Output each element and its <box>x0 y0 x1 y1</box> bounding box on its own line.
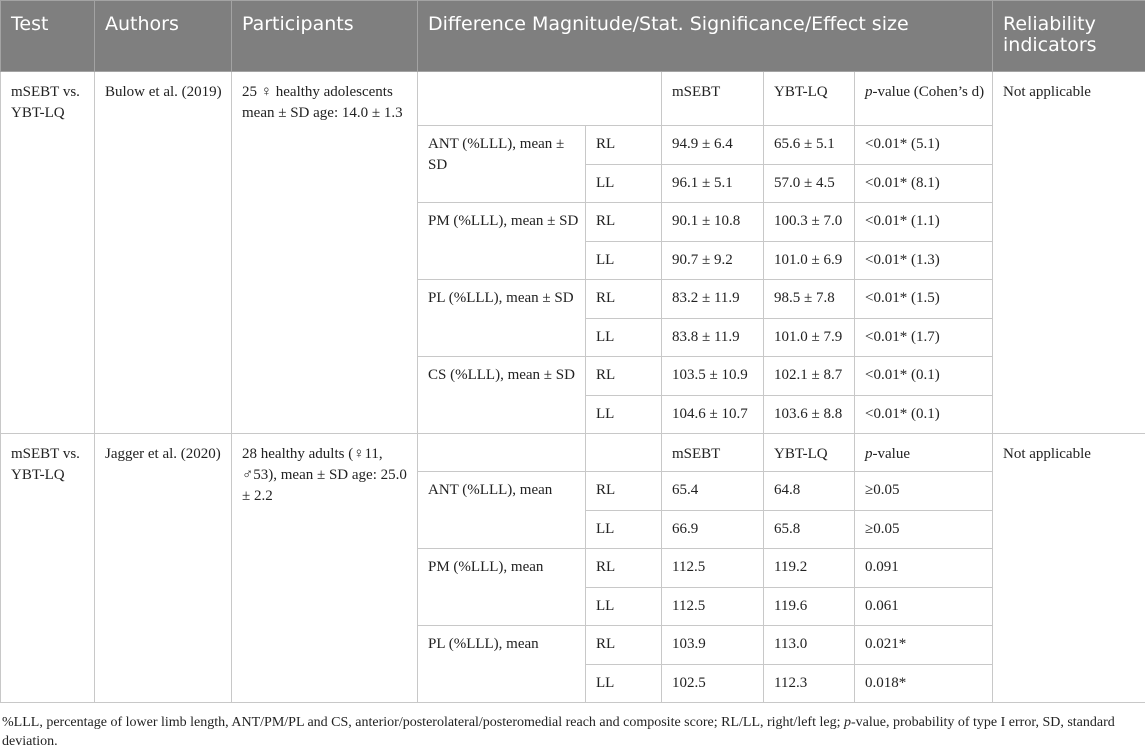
msebt-value: 103.5 ± 10.9 <box>662 357 764 396</box>
leg-cell: LL <box>586 395 662 434</box>
ybt-value: 100.3 ± 7.0 <box>764 203 855 242</box>
p-rest: -value (Cohen’s d) <box>873 84 985 100</box>
p-value: <0.01* (8.1) <box>855 164 993 203</box>
measure-label: ANT (%LLL), mean <box>418 472 586 549</box>
measure-label: PL (%LLL), mean <box>418 626 586 703</box>
p-value: <0.01* (1.5) <box>855 280 993 319</box>
p-rest: -value <box>873 446 910 462</box>
p-value: <0.01* (1.3) <box>855 241 993 280</box>
col-header-msebt: mSEBT <box>662 72 764 126</box>
leg-cell: LL <box>586 241 662 280</box>
ybt-value: 113.0 <box>764 626 855 665</box>
participants-cell: 28 healthy adults (♀11, ♂53), mean ± SD age: 25.0 ± 2.2 <box>232 434 418 703</box>
table-row <box>1 434 1145 472</box>
measure-label: PM (%LLL), mean ± SD <box>418 203 586 280</box>
measure-label: PL (%LLL), mean ± SD <box>418 280 586 357</box>
empty-cell <box>418 434 586 472</box>
test-cell: mSEBT vs. YBT-LQ <box>1 434 95 703</box>
ybt-value: 65.8 <box>764 510 855 549</box>
footnote-part2: -value, probability of type I error, SD, standard deviation. <box>2 715 1115 749</box>
test-cell: mSEBT vs. YBT-LQ <box>1 72 95 434</box>
leg-cell: LL <box>586 318 662 357</box>
leg-cell: RL <box>586 357 662 396</box>
leg-cell: LL <box>586 510 662 549</box>
leg-cell: LL <box>586 587 662 626</box>
reliability-cell: Not applicable <box>993 72 1145 434</box>
header-test: Test <box>1 1 95 72</box>
ybt-value: 57.0 ± 4.5 <box>764 164 855 203</box>
ybt-value: 101.0 ± 7.9 <box>764 318 855 357</box>
footnote-p-italic: p <box>844 715 851 730</box>
ybt-value: 101.0 ± 6.9 <box>764 241 855 280</box>
table-row <box>1 72 1145 126</box>
p-value: 0.021* <box>855 626 993 665</box>
msebt-value: 102.5 <box>662 664 764 703</box>
ybt-value: 112.3 <box>764 664 855 703</box>
reliability-cell: Not applicable <box>993 434 1145 703</box>
msebt-value: 112.5 <box>662 587 764 626</box>
leg-cell: RL <box>586 203 662 242</box>
p-value: <0.01* (0.1) <box>855 357 993 396</box>
p-italic: p <box>865 84 873 100</box>
leg-cell: RL <box>586 626 662 665</box>
ybt-value: 119.2 <box>764 549 855 588</box>
p-value: 0.091 <box>855 549 993 588</box>
leg-cell: LL <box>586 664 662 703</box>
header-reliability: Reliability indicators <box>993 1 1145 72</box>
p-value: <0.01* (5.1) <box>855 126 993 165</box>
p-value: 0.061 <box>855 587 993 626</box>
measure-label: ANT (%LLL), mean ± SD <box>418 126 586 203</box>
msebt-value: 96.1 ± 5.1 <box>662 164 764 203</box>
header-participants: Participants <box>232 1 418 72</box>
p-italic: p <box>865 446 873 462</box>
ybt-value: 98.5 ± 7.8 <box>764 280 855 319</box>
header-row <box>1 1 1145 72</box>
leg-cell: RL <box>586 549 662 588</box>
msebt-value: 65.4 <box>662 472 764 511</box>
col-header-ybt: YBT-LQ <box>764 72 855 126</box>
p-value: <0.01* (0.1) <box>855 395 993 434</box>
col-header-pvalue <box>855 72 993 126</box>
leg-cell: LL <box>586 164 662 203</box>
ybt-value: 64.8 <box>764 472 855 511</box>
msebt-value: 90.1 ± 10.8 <box>662 203 764 242</box>
msebt-value: 90.7 ± 9.2 <box>662 241 764 280</box>
footnote-part1: %LLL, percentage of lower limb length, ANT/PM/PL and CS, anterior/posterolateral/posteromedial reach and composite score; RL/LL, right/left leg; <box>2 715 844 730</box>
msebt-value: 112.5 <box>662 549 764 588</box>
empty-cell <box>418 72 662 126</box>
p-value: ≥0.05 <box>855 510 993 549</box>
col-header-msebt: mSEBT <box>662 434 764 472</box>
msebt-value: 66.9 <box>662 510 764 549</box>
p-value: ≥0.05 <box>855 472 993 511</box>
p-value: <0.01* (1.7) <box>855 318 993 357</box>
authors-cell: Jagger et al. (2020) <box>95 434 232 703</box>
measure-label: PM (%LLL), mean <box>418 549 586 626</box>
ybt-value: 103.6 ± 8.8 <box>764 395 855 434</box>
header-authors: Authors <box>95 1 232 72</box>
p-value: <0.01* (1.1) <box>855 203 993 242</box>
msebt-value: 83.2 ± 11.9 <box>662 280 764 319</box>
empty-cell <box>586 434 662 472</box>
msebt-value: 103.9 <box>662 626 764 665</box>
ybt-value: 65.6 ± 5.1 <box>764 126 855 165</box>
measure-label: CS (%LLL), mean ± SD <box>418 357 586 434</box>
leg-cell: RL <box>586 280 662 319</box>
leg-cell: RL <box>586 126 662 165</box>
ybt-value: 102.1 ± 8.7 <box>764 357 855 396</box>
msebt-value: 104.6 ± 10.7 <box>662 395 764 434</box>
participants-cell: 25 ♀ healthy adolescents mean ± SD age: 14.0 ± 1.3 <box>232 72 418 434</box>
msebt-value: 94.9 ± 6.4 <box>662 126 764 165</box>
ybt-value: 119.6 <box>764 587 855 626</box>
table-footnote <box>2 713 1142 751</box>
header-difference: Difference Magnitude/Stat. Significance/Effect size <box>418 1 993 72</box>
msebt-value: 83.8 ± 11.9 <box>662 318 764 357</box>
col-header-pvalue <box>855 434 993 472</box>
p-value: 0.018* <box>855 664 993 703</box>
col-header-ybt: YBT-LQ <box>764 434 855 472</box>
authors-cell: Bulow et al. (2019) <box>95 72 232 434</box>
leg-cell: RL <box>586 472 662 511</box>
